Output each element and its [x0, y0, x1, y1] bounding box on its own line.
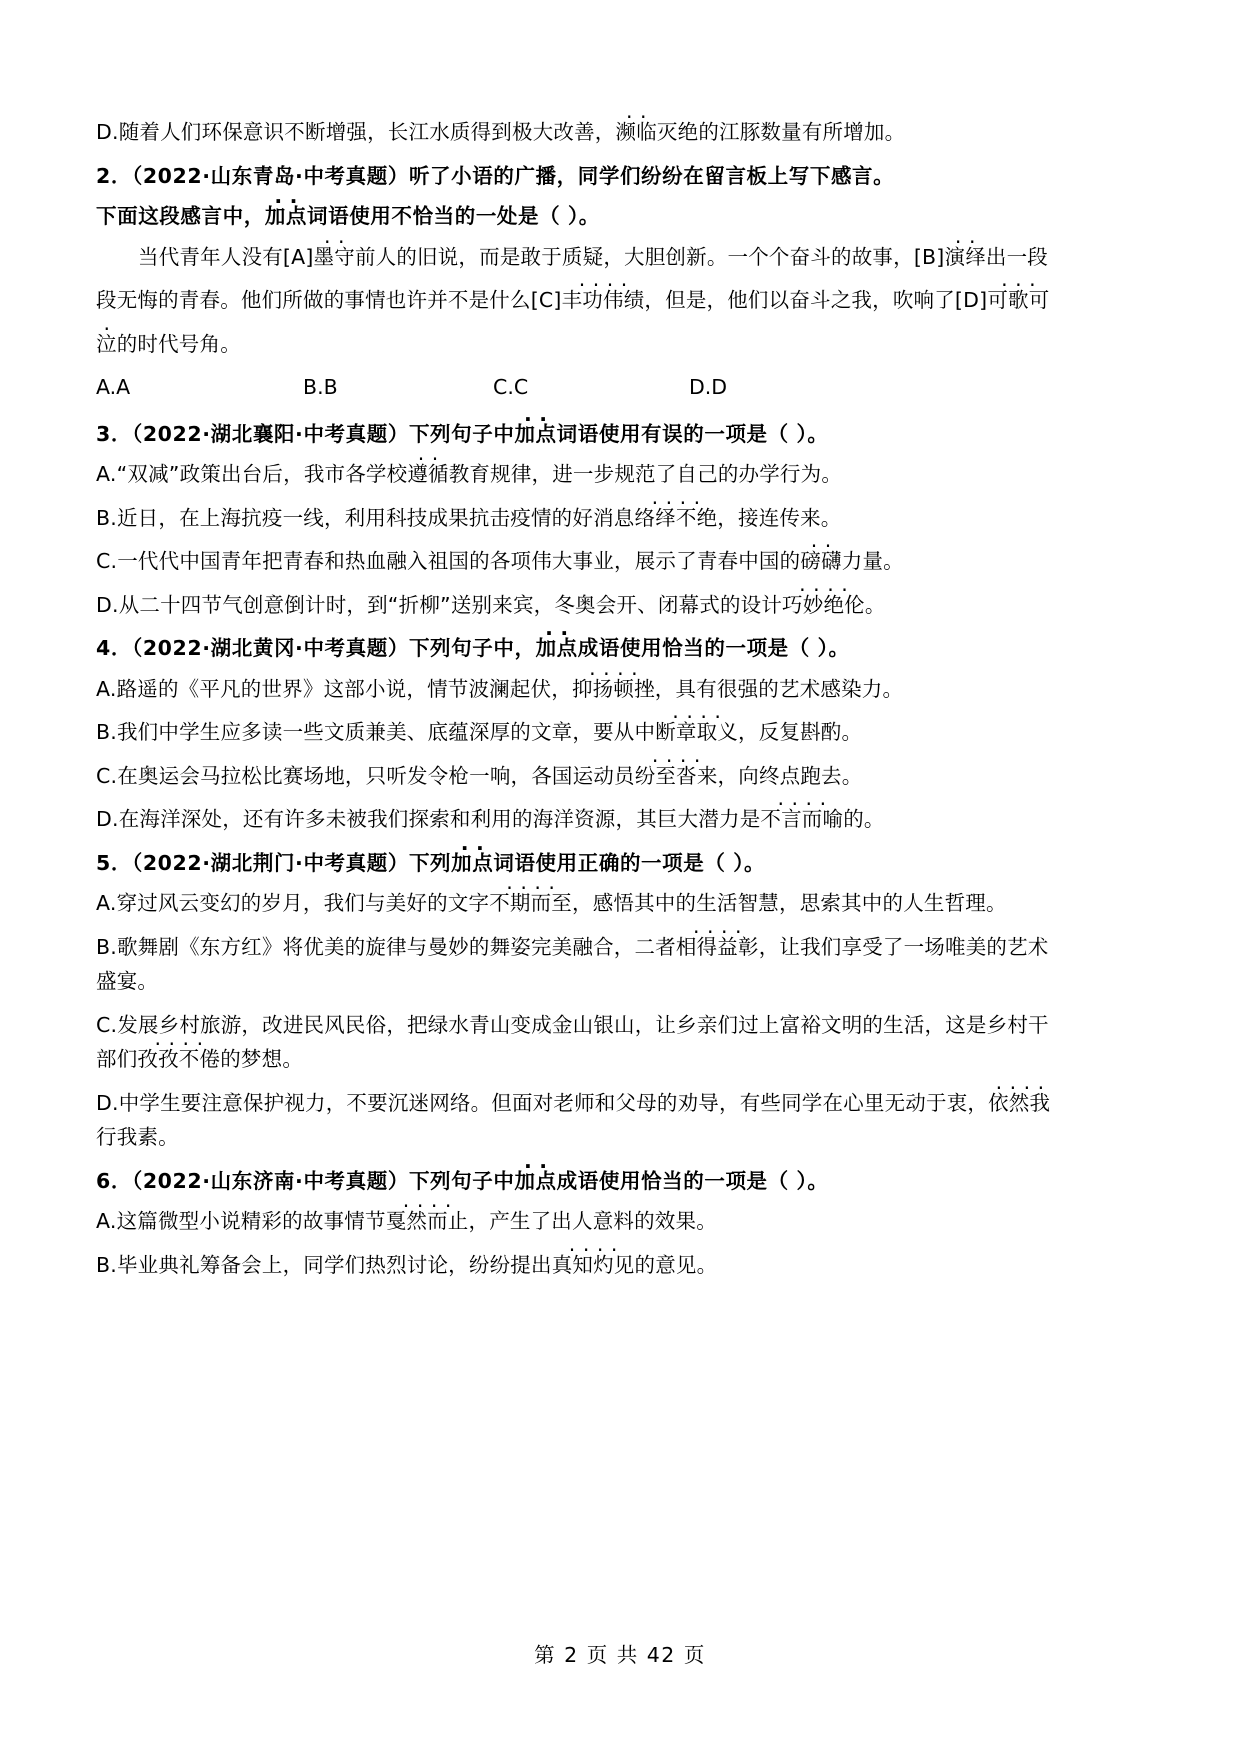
question-4-option-d[interactable] — [96, 809, 1152, 830]
q5-opt-d-emphasis-1: 依然我 ···· — [988, 1093, 1050, 1114]
q6-stem-a: 下列句子中 — [408, 1168, 515, 1193]
question-5-option-b-line1[interactable] — [96, 934, 1152, 959]
q4-opt-a-emphasis: 抑扬顿挫 ···· — [572, 679, 655, 700]
q2-stem-b: 词语使用不恰当的一处是 — [307, 204, 540, 228]
q2-option-d[interactable]: D.D — [689, 375, 728, 399]
q2-stem-emphasis: 加点 ·· — [265, 206, 307, 227]
question-5-option-c-line1[interactable] — [96, 1012, 1152, 1037]
q6-opt-a-prefix: A.这篇微型小说精彩的故事情节 — [96, 1209, 386, 1233]
q3-opt-c-suffix: 力量。 — [841, 549, 904, 573]
q3-source: （2022·湖北襄阳·中考真题） — [131, 421, 409, 446]
q3-opt-c-emphasis: 磅礴 ·· — [800, 551, 841, 572]
q6-stem-emphasis: 加点 ·· — [514, 1171, 556, 1192]
q2-source: （2022·山东青岛·中考真题） — [131, 163, 409, 188]
question-5-option-d-line2 — [96, 1127, 1152, 1148]
question-3-stem — [96, 421, 1152, 446]
q5-opt-a-suffix: ，感悟其中的生活智慧，思索其中的人生哲理。 — [572, 891, 1007, 915]
q2-option-c[interactable]: C.C — [493, 375, 529, 399]
q3-opt-d-suffix: 。 — [864, 592, 886, 617]
q3-opt-c-prefix: C.一代代中国青年把青春和热血融入祖国的各项伟大事业，展示了青春中国的 — [96, 549, 801, 573]
question-3-option-d[interactable] — [96, 592, 1152, 617]
question-4-option-c[interactable] — [96, 763, 1152, 788]
q4-number: 4． — [96, 636, 132, 660]
q4-opt-a-prefix: A.路遥的《平凡的世界》这部小说，情节波澜起伏， — [96, 676, 572, 701]
question-2-stem — [96, 163, 1152, 188]
q2-stem-line1: 听了小语的广播，同学们纷纷在留言板上写下感言。 — [408, 163, 895, 188]
q5-opt-c-l2-suffix: 的梦想。 — [220, 1047, 304, 1071]
q2-stem-a: 下面这段感言中， — [96, 204, 265, 228]
q5-opt-c-l2-prefix: 部们 — [96, 1047, 138, 1071]
page-number-label: 第 2 页 共 42 页 — [534, 1643, 706, 1667]
question-5-option-b-line2 — [96, 971, 1152, 992]
q5-stem-a: 下列 — [408, 850, 452, 875]
q2-passage-emphasis-b: 演绎 ·· — [945, 247, 986, 268]
q4-opt-a-suffix: ，具有很强的艺术感染力。 — [654, 676, 904, 701]
q3-opt-b-suffix: ，接连传来。 — [717, 505, 842, 530]
q2-passage-l1-c: 出一段 — [985, 244, 1049, 269]
q2-passage-l3-b: 的时代号角。 — [116, 331, 241, 356]
question-3-option-c[interactable] — [96, 551, 1152, 572]
q2-option-b[interactable]: B.B — [303, 375, 338, 399]
q4-opt-b-suffix: ，反复斟酌。 — [738, 720, 863, 744]
q6-opt-b-prefix: B.毕业典礼筹备会上，同学们热烈讨论，纷纷提出 — [96, 1252, 552, 1277]
question-4-option-a[interactable] — [96, 676, 1152, 701]
q6-stem-b: 成语使用恰当的一项是 — [556, 1168, 768, 1193]
q6-opt-a-emphasis: 戛然而止 ···· — [386, 1211, 469, 1232]
question-4-stem — [96, 638, 1152, 659]
question-5-option-d-line1[interactable] — [96, 1090, 1152, 1115]
q4-opt-c-suffix: ，向终点跑去。 — [717, 763, 863, 788]
q3-stem-b: 词语使用有误的一项是 — [556, 421, 768, 446]
q3-opt-b-emphasis: 络绎不绝 ···· — [634, 508, 717, 529]
q6-stem-c: （ ）。 — [767, 1168, 829, 1193]
q4-source: （2022·湖北黄冈·中考真题） — [131, 636, 409, 660]
question-3-option-b[interactable] — [96, 505, 1152, 530]
page-content — [96, 122, 1152, 1298]
question-6-stem — [96, 1168, 1152, 1193]
question-1-option-d — [96, 122, 1152, 143]
q2-passage-l1-b: 前人的旧说，而是敢于质疑，大胆创新。一个个奋斗的故事，[B] — [354, 244, 945, 269]
question-2-passage-line2 — [96, 290, 1152, 311]
question-2-options — [96, 377, 1152, 398]
q2-number: 2． — [96, 163, 132, 188]
q2-passage-emphasis-d2: 泣 — [96, 331, 117, 356]
q4-opt-b-emphasis: 断章取义 ···· — [655, 722, 738, 743]
q5-stem-emphasis: 加点 ·· — [451, 853, 493, 874]
q5-opt-a-emphasis: 不期而至 ···· — [489, 893, 572, 914]
q2-passage-l1-a: 当代青年人没有[A] — [138, 244, 314, 269]
q4-opt-d-suffix: 的。 — [843, 807, 885, 831]
question-4-option-b[interactable] — [96, 722, 1152, 743]
q2-passage-l2-b: ，但是，他们以奋斗之我，吹响了[D] — [644, 288, 988, 312]
q5-source: （2022·湖北荆门·中考真题） — [131, 850, 409, 875]
q4-opt-c-prefix: C.在奥运会马拉松比赛场地，只听发令枪一响，各国运动员 — [96, 763, 635, 788]
question-2-passage-line3 — [96, 331, 1152, 356]
q6-opt-b-emphasis: 真知灼见 ···· — [552, 1255, 635, 1276]
q3-opt-d-prefix: D.从二十四节气创意倒计时，到“折柳”送别来宾，冬奥会开、闭幕式的设计 — [96, 592, 783, 617]
q2-passage-emphasis-d: 可歌可 ··· — [987, 290, 1049, 311]
q4-opt-c-emphasis: 纷至沓来 ···· — [635, 766, 718, 787]
q5-opt-b-l2: 盛宴。 — [96, 969, 159, 993]
q2-passage-emphasis-c: 丰功伟绩 ···· — [562, 290, 645, 311]
q6-opt-b-suffix: 的意见。 — [634, 1252, 718, 1277]
q3-opt-a-prefix: A.“双减”政策出台后，我市各学校 — [96, 462, 408, 486]
q3-opt-a-emphasis: 遵循 ·· — [407, 464, 448, 485]
q5-opt-c-l1: C.发展乡村旅游，改进民风民俗，把绿水青山变成金山银山，让乡亲们过上富裕文明的生活，这是乡村干 — [96, 1012, 1049, 1037]
q6-source: （2022·山东济南·中考真题） — [131, 1168, 409, 1193]
q5-opt-d-l2-suffix: 。 — [158, 1125, 179, 1149]
question-2-passage-line1 — [96, 244, 1152, 269]
q1-option-d-suffix: 灭绝的江豚数量有所增加。 — [656, 120, 906, 144]
q2-option-a[interactable]: A.A — [96, 375, 131, 399]
q2-passage-l2-a: 段无悔的青春。他们所做的事情也许并不是什么[C] — [96, 288, 562, 312]
q6-number: 6． — [96, 1168, 132, 1193]
q3-opt-d-emphasis: 巧妙绝伦 ···· — [782, 595, 865, 616]
q4-stem-c: （ ）。 — [788, 636, 850, 660]
q5-stem-b: 词语使用正确的一项是 — [493, 850, 705, 875]
q3-opt-a-suffix: 教育规律，进一步规范了自己的办学行为。 — [448, 462, 843, 486]
q5-opt-d-prefix: D.中学生要注意保护视力，不要沉迷网络。但面对老师和父母的劝导，有些同学在心里无动于衷， — [96, 1090, 989, 1115]
q4-stem-b: 成语使用恰当的一项是 — [577, 636, 789, 660]
question-5-option-a[interactable] — [96, 893, 1152, 914]
question-6-option-b[interactable] — [96, 1252, 1152, 1277]
question-2-stem-line2 — [96, 206, 1152, 227]
q5-opt-c-emphasis: 孜孜不倦 ···· — [137, 1049, 220, 1070]
question-5-option-c-line2 — [96, 1049, 1152, 1070]
q4-opt-d-emphasis: 不言而喻 ···· — [760, 809, 843, 830]
q1-option-d-prefix: D.随着人们环保意识不断增强，长江水质得到极大改善， — [96, 120, 616, 144]
q5-opt-d-emphasis-2: 行我素 — [96, 1125, 159, 1149]
q5-opt-a-prefix: A.穿过风云变幻的岁月，我们与美好的文字 — [96, 891, 490, 915]
q3-stem-emphasis: 加点 ·· — [514, 424, 556, 445]
question-5-stem — [96, 850, 1152, 875]
question-3-option-a[interactable] — [96, 464, 1152, 485]
q6-opt-a-suffix: ，产生了出人意料的效果。 — [468, 1209, 717, 1233]
q5-number: 5． — [96, 850, 132, 875]
q4-opt-b-prefix: B.我们中学生应多读一些文质兼美、底蕴深厚的文章，要从中 — [96, 720, 656, 744]
q5-opt-b-suffix: ，让我们享受了一场唯美的艺术 — [758, 934, 1049, 959]
page-footer — [0, 1638, 1240, 1668]
q3-stem-a: 下列句子中 — [408, 421, 515, 446]
q5-opt-b-emphasis: 相得益彰 ···· — [676, 937, 759, 958]
q4-stem-emphasis: 加点 ·· — [536, 638, 578, 659]
q5-opt-b-prefix: B.歌舞剧《东方红》将优美的旋律与曼妙的舞姿完美融合，二者 — [96, 934, 676, 959]
q2-stem-c: （ ）。 — [539, 204, 600, 228]
q3-number: 3． — [96, 421, 132, 446]
q3-opt-b-prefix: B.近日，在上海抗疫一线，利用科技成果抗击疫情的好消息 — [96, 505, 635, 530]
q1-option-d-emphasis: 濒临 ·· — [616, 122, 657, 143]
q3-stem-c: （ ）。 — [767, 421, 829, 446]
q2-passage-emphasis-a: 墨守 ·· — [314, 247, 355, 268]
q4-opt-d-prefix: D.在海洋深处，还有许多未被我们探索和利用的海洋资源，其巨大潜力是 — [96, 807, 761, 831]
question-6-option-a[interactable] — [96, 1211, 1152, 1232]
q4-stem-a: 下列句子中， — [408, 636, 536, 660]
q5-stem-c: （ ）。 — [704, 850, 766, 875]
